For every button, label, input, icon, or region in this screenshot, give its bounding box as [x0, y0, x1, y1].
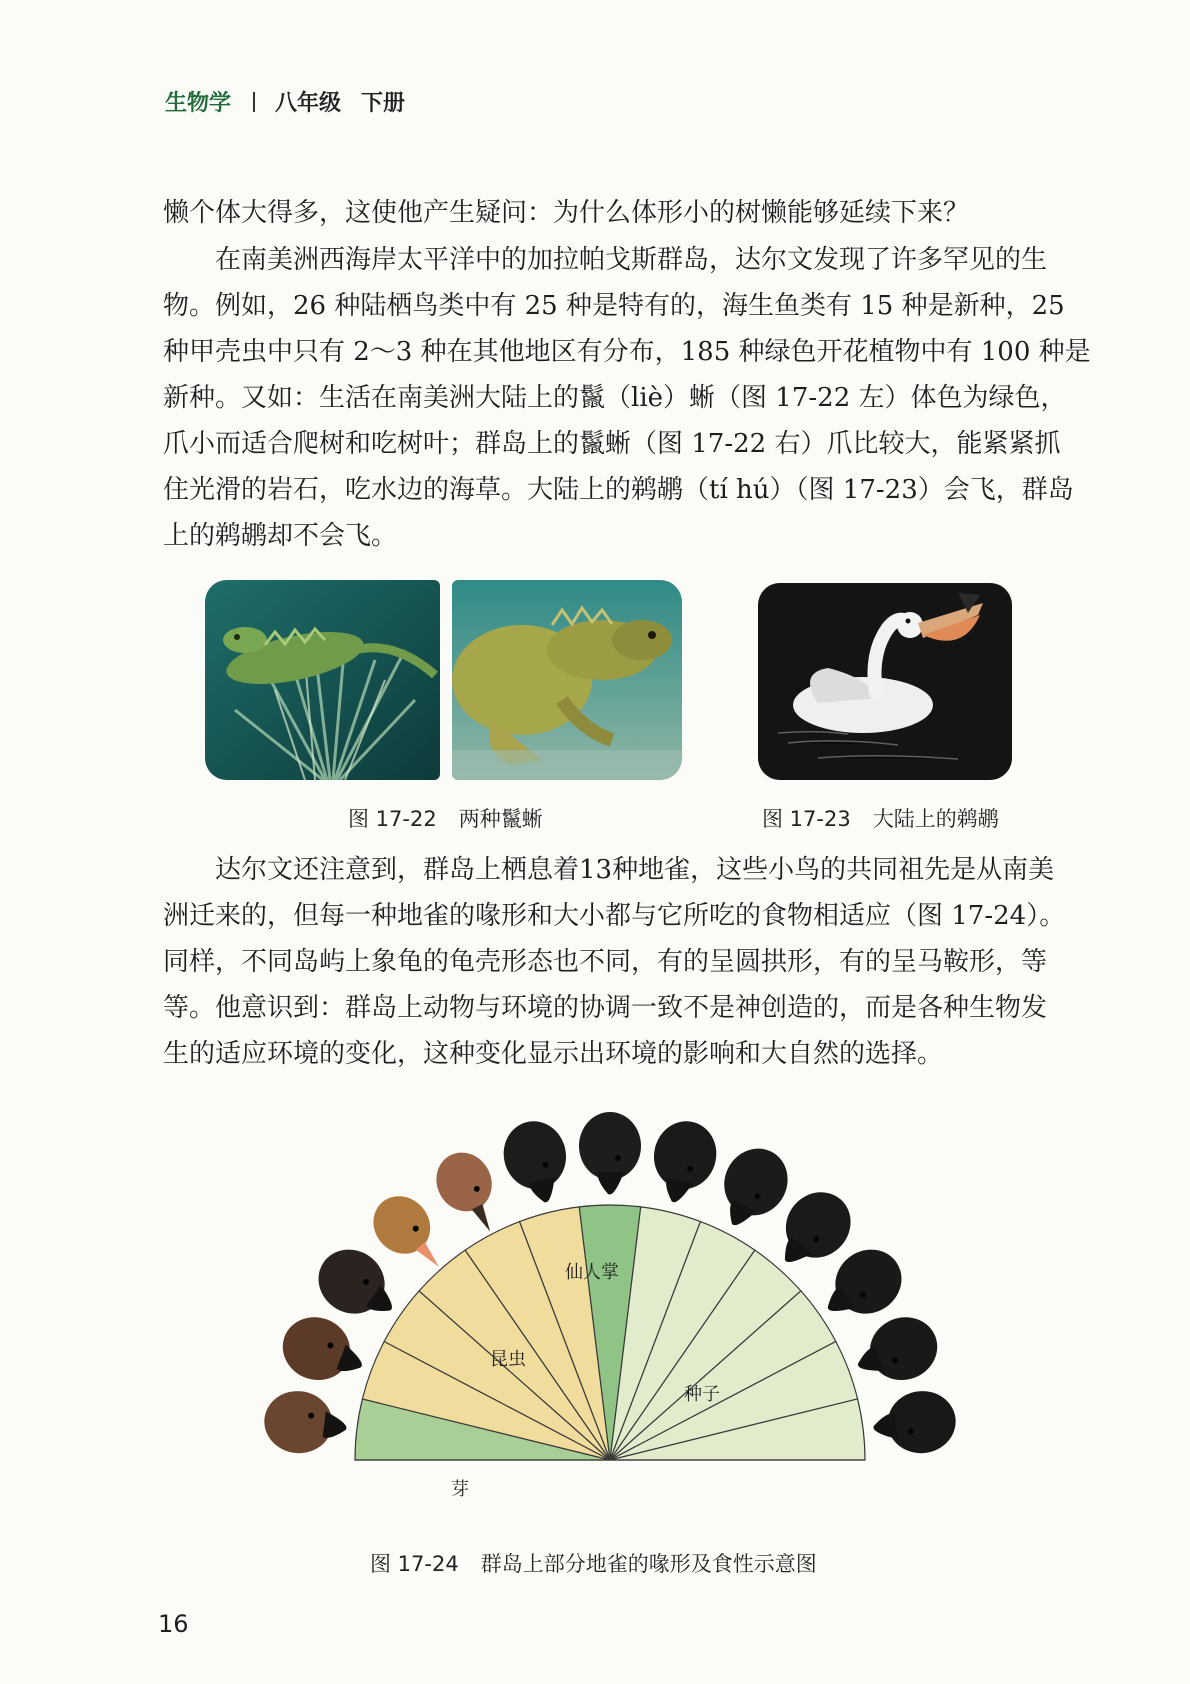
- figure-number: 图 17-22: [348, 807, 437, 831]
- text-line: 懒个体大得多，这使他产生疑问：为什么体形小的树懒能够延续下来？: [163, 198, 970, 228]
- paragraph-2: [163, 237, 1091, 559]
- text-line: 爪小而适合爬树和吃树叶；群岛上的鬣蜥（图 17-22 右）爪比较大，能紧紧抓: [163, 429, 1061, 459]
- figure-number: 图 17-24: [370, 1552, 459, 1576]
- cactus-label: 仙人掌: [565, 1262, 619, 1283]
- header-divider: [253, 92, 255, 112]
- finch-head-icon: [261, 1387, 350, 1458]
- finch-head-icon: [274, 1308, 373, 1395]
- figure-number: 图 17-23: [762, 807, 851, 831]
- insect-label: 昆虫: [490, 1349, 526, 1370]
- finch-head-icon: [643, 1115, 723, 1210]
- text-line: 新种。又如：生活在南美洲大陆上的鬣（liè）蜥（图 17-22 左）体色为绿色，: [163, 383, 1067, 413]
- seed-label: 种子: [684, 1384, 720, 1405]
- finch-head-icon: [870, 1387, 959, 1458]
- text-line: 洲迁来的，但每一种地雀的喙形和大小都与它所吃的食物相适应（图 17-24）。: [163, 901, 1066, 931]
- text-line: 种甲壳虫中只有 2～3 种在其他地区有分布，185 种绿色开花植物中有 100 种是: [163, 337, 1091, 367]
- pelican-photo: [758, 583, 1012, 780]
- page-number: 16: [158, 1610, 189, 1638]
- paragraph-3: [163, 847, 1066, 1077]
- figure-title: 群岛上部分地雀的喙形及食性示意图: [480, 1552, 817, 1576]
- finch-head-icon: [579, 1112, 641, 1195]
- text-line: 物。例如，26 种陆栖鸟类中有 25 种是特有的，海生鱼类有 15 种是新种，25: [163, 291, 1065, 321]
- volume-label: 下册: [361, 91, 406, 116]
- finch-head-icon: [847, 1308, 946, 1395]
- text-line: 住光滑的岩石，吃水边的海草。大陆上的鹈鹕（tí hú）（图 17-23）会飞，群岛: [163, 475, 1074, 505]
- text-line: 等。他意识到：群岛上动物与环境的协调一致不是神创造的，而是各种生物发: [163, 993, 1048, 1023]
- finch-head-icon: [706, 1137, 799, 1239]
- figure-title: 两种鬣蜥: [458, 807, 543, 831]
- green-iguana-photo: [205, 580, 440, 780]
- bud-label: 芽: [451, 1479, 469, 1500]
- figure-title: 大陆上的鹈鹕: [872, 807, 999, 831]
- finch-diet-diagram: [250, 1100, 970, 1540]
- paragraph-1: [163, 190, 1058, 236]
- running-header: [165, 86, 405, 117]
- finch-head-icon: [497, 1115, 577, 1210]
- figure-17-24-caption: [370, 1548, 817, 1578]
- figure-17-23-caption: [762, 803, 999, 833]
- text-line: 达尔文还注意到，群岛上栖息着13种地雀，这些小鸟的共同祖先是从南美: [163, 855, 1055, 885]
- marine-iguana-photo: [452, 580, 682, 780]
- text-line: 生的适应环境的变化，这种变化显示出环境的影响和大自然的选择。: [163, 1039, 944, 1069]
- text-line: 上的鹈鹕却不会飞。: [163, 521, 398, 551]
- grade-label: 八年级: [275, 91, 342, 116]
- subject-title: 生物学: [165, 91, 232, 116]
- text-line: 同样，不同岛屿上象龟的龟壳形态也不同，有的呈圆拱形，有的呈马鞍形，等: [163, 947, 1048, 977]
- figure-17-22-caption: [348, 803, 543, 833]
- text-line: 在南美洲西海岸太平洋中的加拉帕戈斯群岛，达尔文发现了许多罕见的生: [163, 245, 1048, 275]
